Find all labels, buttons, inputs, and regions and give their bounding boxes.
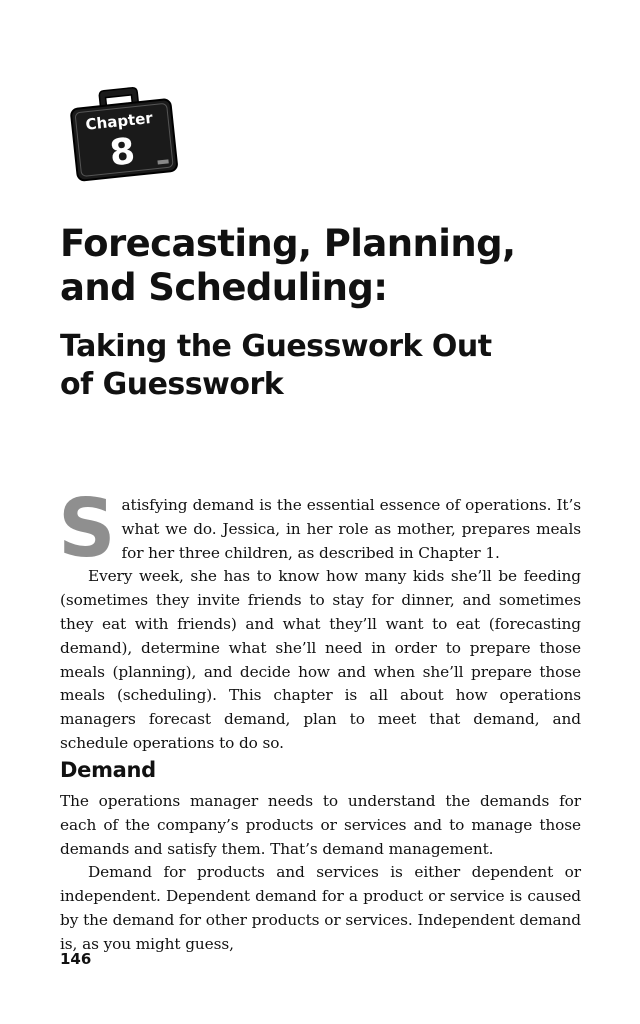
- chapter-label: Chapter: [84, 108, 154, 134]
- intro-paragraph-1-text: atisfying demand is the essential essence of operations. It’s what we do. Jessica, in her role as mother, prepares meals for her three children, as described in Chapter 1.: [121, 496, 581, 562]
- chapter-subtitle: [60, 328, 600, 404]
- chapter-subtitle-line-2: of Guesswork: [60, 367, 284, 402]
- intro-paragraph-1: [58, 482, 581, 575]
- intro-paragraph-2: Every week, she has to know how many kids she’ll be feeding (sometimes they invite friends to stay for dinner, and sometimes they eat with friends) and what they’ll want to eat (forecasting demand), determine what she’ll need in order to prepare those meals (planning), and decide how and when she’ll prepare those meals (scheduling). This chapter is all about how operations managers forecast demand, plan to meet that demand, and schedule operations to do so.: [60, 567, 581, 752]
- chapter-briefcase-icon: [64, 84, 182, 186]
- section-paragraph-2: Demand for products and services is either dependent or independent. Dependent demand for a product or service is caused by the demand for other products or services. Independent demand is, as you might guess,: [60, 863, 581, 953]
- chapter-title: [60, 222, 600, 310]
- section-text: [60, 790, 581, 957]
- chapter-title-line-1: Forecasting, Planning,: [60, 222, 516, 265]
- drop-cap: S: [58, 482, 116, 575]
- chapter-number: 8: [107, 130, 138, 175]
- chapter-subtitle-line-1: Taking the Guesswork Out: [60, 329, 492, 364]
- section-heading: Demand: [60, 758, 156, 782]
- intro-text: [58, 482, 581, 756]
- chapter-title-line-2: and Scheduling:: [60, 266, 388, 309]
- page-number: 146: [60, 950, 92, 968]
- section-paragraph-1: The operations manager needs to understand the demands for each of the company’s products or services and to manage those demands and satisfy them. That’s demand management.: [60, 792, 581, 858]
